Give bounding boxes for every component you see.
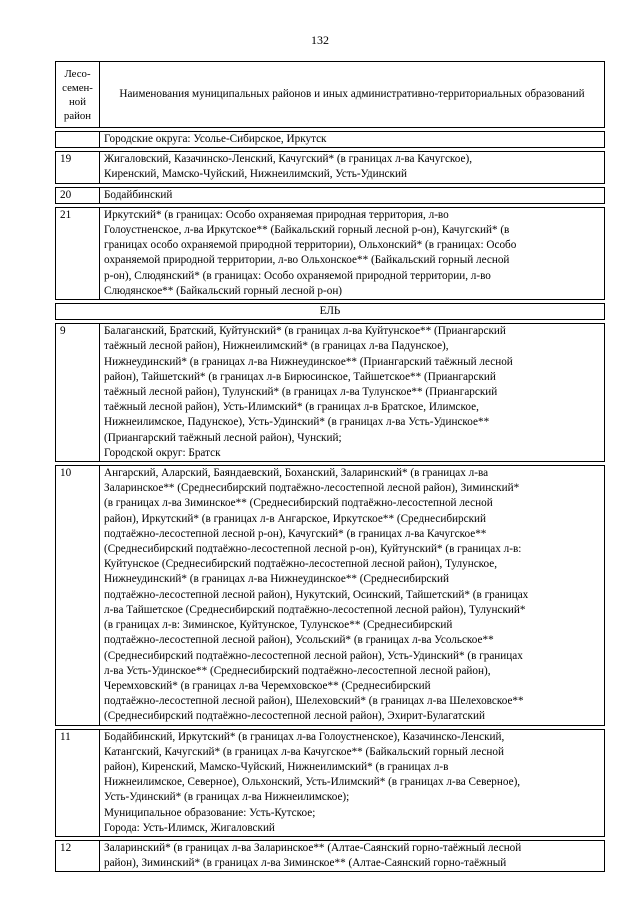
forest-seed-regions-table	[55, 61, 605, 872]
table-row	[56, 466, 605, 725]
header-forest-seed-region: Лесо- семен- ной район	[56, 62, 100, 128]
districts-text: Балаганский, Братский, Куйтунский* (в границах л-ва Куйтунское** (Приангарский таёжный лесной район), Нижнеилимский* (в границах л-ва Падунское), Нижнеудинский* (в границах л-ва Нижнеудинское** (Приангарский таёжный лесной район), Тайшетский* (в границах л-в Бирюсинское, Тайшетское** (Приангарский таёжный лесной район), Тулунский* (в границах л-ва Тулунское** (Приангарский таёжный лесной район), Усть-Илимский* (в границах л-в Братское, Илимское, Нижнеилимское, Падунское), Усть-Удинский* (в границах л-ва Усть-Удинское** (Приангарский таёжный лесной район), Чунский; Городской округ: Братск	[100, 324, 605, 462]
districts-text: Жигаловский, Казачинско-Ленский, Качугский* (в границах л-ва Качугское), Киренский, Мамско-Чуйский, Нижнеилимский, Усть-Удинский	[100, 152, 605, 183]
region-number: 10	[56, 466, 100, 725]
table-row	[56, 187, 605, 203]
species-heading: ЕЛЬ	[56, 304, 605, 320]
region-number: 11	[56, 729, 100, 836]
districts-text: Заларинский* (в границах л-ва Заларинское** (Алтае-Саянский горно-таёжный лесной район), Зиминский* (в границах л-ва Зиминское** (Алтае-Саянский горно-таёжный	[100, 840, 605, 871]
districts-text: Бодайбинский	[100, 187, 605, 203]
region-number	[56, 132, 100, 148]
table-row	[56, 840, 605, 871]
table-row	[56, 729, 605, 836]
page-number: 132	[311, 33, 329, 47]
table-header-row	[56, 62, 605, 128]
header-municipal-districts: Наименования муниципальных районов и иных административно-территориальных образований	[100, 62, 605, 128]
table-row	[56, 207, 605, 299]
region-number: 12	[56, 840, 100, 871]
table-row	[56, 324, 605, 462]
table-row	[56, 132, 605, 148]
districts-text: Бодайбинский, Иркутский* (в границах л-ва Голоустненское), Казачинско-Ленский, Катангский, Качугский* (в границах л-ва Качугское** (Байкальский горный лесной район), Киренский, Мамско-Чуйский, Нижнеилимский* (в границах л-в Нижнеилимское, Северное), Ольхонский, Усть-Илимский* (в границах л-ва Северное), Усть-Удинский* (в границах л-ва Нижнеилимское); Муниципальное образование: Усть-Кутское; Города: Усть-Илимск, Жигаловский	[100, 729, 605, 836]
region-number: 19	[56, 152, 100, 183]
districts-text: Городские округа: Усолье-Сибирское, Иркутск	[100, 132, 605, 148]
districts-text: Иркутский* (в границах: Особо охраняемая природная территория, л-во Голоустненское, л-ва Иркутское** (Байкальский горный лесной р-он), Качугский* (в границах особо охраняемой природной территории), Ольхонский* (в границах: Особо охраняемой природной территории, л-во Ольхонское** (Байкальский горный лесной р-он), Слюдянский* (в границах: Особо охраняемой природной территории, л-во Слюдянское** (Байкальский горный лесной р-он)	[100, 207, 605, 299]
table-row	[56, 152, 605, 183]
districts-text: Ангарский, Аларский, Баяндаевский, Боханский, Заларинский* (в границах л-ва Заларинское** (Среднесибирский подтаёжно-лесостепной лесной район), Зиминский* (в границах л-ва Зиминское** (Среднесибирский подтаёжно-лесостепной лесной район), Иркутский* (в границах л-в Ангарское, Иркутское** (Среднесибирский подтаёжно-лесостепной лесной р-он), Качугский* (в границах л-ва Качугское** (Среднесибирский подтаёжно-лесостепной лесной р-он), Куйтунский* (в границах л-в: Куйтунское (Среднесибирский подтаёжно-лесостепной лесной район), Тулунское, Нижнеудинский* (в границах л-ва Нижнеудинское** (Среднесибирский подтаёжно-лесостепной лесной район), Нукутский, Осинский, Тайшетский* (в границах л-ва Тайшетское (Среднесибирский подтаёжно-лесостепной лесной район), Тулунский* (в границах л-в: Зиминское, Куйтунское, Тулунское** (Среднесибирский подтаёжно-лесостепной лесной район), Усольский* (в границах л-ва Усольское** (Среднесибирский подтаёжно-лесостепной лесной район), Усть-Удинский* (в границах л-ва Усть-Удинское** (Среднесибирский подтаёжно-лесостепной лесной район), Черемховский* (в границах л-ва Черемховское** (Среднесибирский подтаёжно-лесостепной лесной район), Шелеховский* (в границах л-ва Шелеховское** (Среднесибирский подтаёжно-лесостепной лесной район), Эхирит-Булагатский	[100, 466, 605, 725]
species-heading-row	[56, 304, 605, 320]
region-number: 21	[56, 207, 100, 299]
region-number: 9	[56, 324, 100, 462]
region-number: 20	[56, 187, 100, 203]
